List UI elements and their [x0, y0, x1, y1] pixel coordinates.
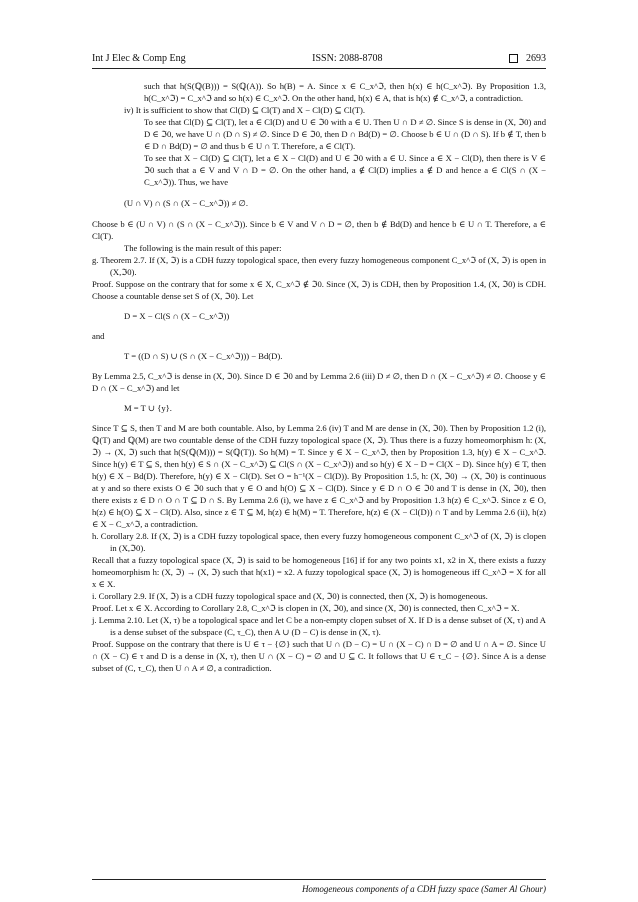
square-icon — [509, 54, 518, 63]
running-header — [92, 51, 546, 65]
equation: D = X − Cl(S ∩ (X − C_x^ℑ)) — [124, 311, 230, 321]
proof-paragraph: Proof. Suppose on the contrary that for some x ∈ X, C_x^ℑ ∉ ℑ0. Since (X, ℑ) is CDH, then by Proposition 1.4, (X, ℑ0) is CDH. Choose a countable dense set S of (X, ℑ0). Let — [92, 279, 546, 301]
paragraph: Choose b ∈ (U ∩ V) ∩ (S ∩ (X − C_x^ℑ)). Since b ∈ V and V ∩ D = ∅, then b ∉ Bd(D) and hence b ∈ U ∩ T. Therefore, a ∈ Cl(T). — [92, 219, 546, 241]
journal-name: Int J Elec & Comp Eng — [92, 52, 186, 64]
running-footer: Homogeneous components of a CDH fuzzy space (Samer Al Ghour) — [301, 884, 546, 894]
corollary-2-8: h. Corollary 2.8. If (X, ℑ) is a CDH fuzzy topological space, then every fuzzy homogeneous component C_x^ℑ of (X, ℑ) is clopen in (X,ℑ0). — [92, 531, 546, 553]
paragraph: and — [92, 331, 105, 341]
theorem-2-7: g. Theorem 2.7. If (X, ℑ) is a CDH fuzzy topological space, then every fuzzy homogeneous component C_x^ℑ of (X, ℑ) is open in (X,ℑ0). — [92, 255, 546, 277]
lemma-2-10: j. Lemma 2.10. Let (X, τ) be a topological space and let C be a non-empty clopen subset of X. If D is a dense subset of (X, τ) and A is a dense subset of the subspace (C, τ_C), then A ∪ (D − C) is dense in (X, τ). — [92, 615, 546, 637]
equation: T = ((D ∩ S) ∪ (S ∩ (X − C_x^ℑ))) − Bd(D). — [124, 351, 283, 361]
corollary-2-9: i. Corollary 2.9. If (X, ℑ) is a CDH fuzzy topological space and (X, ℑ0) is connected, then (X, ℑ) is homogeneous. — [92, 591, 488, 601]
equation: (U ∩ V) ∩ (S ∩ (X − C_x^ℑ)) ≠ ∅. — [124, 198, 249, 208]
list-item-iv: iv) It is sufficient to show that Cl(D) ⊆ Cl(T) and X − Cl(D) ⊆ Cl(T). — [124, 105, 366, 115]
page-number: 2693 — [526, 52, 546, 64]
proof-paragraph: Proof. Suppose on the contrary that there is U ∈ τ − {∅} such that U ∩ (D − C) = U ∩ (X − C) ∩ D = ∅ and U ∩ A = ∅. Since U ∩ (X − C) ∈ τ and D is a dense in (X, τ), then U ∩ (X − C) = ∅ and U ⊆ C. It follows that U ∈ τ_C − {∅}. Since A is a dense subset of (C, τ_C), then U ∩ A ≠ ∅, a contradiction. — [92, 639, 546, 673]
paragraph: such that h(S(ℚ(B))) = S(ℚ(A)). So h(B) = A. Since x ∈ C_x^ℑ, then h(x) ∈ h(C_x^ℑ). By Proposition 1.3, h(C_x^ℑ) = C_x^ℑ and so h(x) ∈ C_x^ℑ. On the other hand, h(x) ∈ A, that is h(x) ∉ C_x^ℑ, a contradiction. — [144, 81, 546, 103]
footer-rule — [92, 879, 546, 880]
paragraph: Recall that a fuzzy topological space (X, ℑ) is said to be homogeneous [16] if for any two points x1, x2 in X, there exists a fuzzy homeomorphism h: (X, ℑ) → (X, ℑ) such that h(x1) = x2. A fuzzy topological space (X, ℑ) is homogeneous iff C_x^ℑ = X for all x ∈ X. — [92, 555, 546, 589]
equation: M = T ∪ {y}. — [124, 403, 172, 413]
header-rule — [92, 68, 546, 69]
proof-paragraph: Proof. Let x ∈ X. According to Corollary 2.8, C_x^ℑ is clopen in (X, ℑ0), and since (X, ℑ0) is connected, then C_x^ℑ = X. — [92, 603, 520, 613]
header-right — [509, 53, 546, 64]
paragraph: By Lemma 2.5, C_x^ℑ is dense in (X, ℑ0). Since D ∈ ℑ0 and by Lemma 2.6 (iii) D ≠ ∅, then D ∩ (X − C_x^ℑ) ≠ ∅. Choose y ∈ D ∩ (X − C_x^ℑ) and let — [92, 371, 546, 393]
paragraph: The following is the main result of this paper: — [124, 243, 282, 253]
issn: ISSN: 2088-8708 — [312, 52, 383, 64]
main-text — [92, 80, 546, 674]
paragraph: Since T ⊆ S, then T and M are both countable. Also, by Lemma 2.6 (iv) T and M are dense in (X, ℑ0). Then by Proposition 1.2 (i), ℚ(T) and ℚ(M) are two countable dense of the CDH fuzzy topological space (X, ℑ). Thus there is a fuzzy homeomorphism h: (X, ℑ) → (X, ℑ) such that h(S(ℚ(M))) = S(ℚ(T)). So h(M) = T. Since y ∈ X − C_x^ℑ, then by Proposition 1.3, h(y) ∈ X − C_x^ℑ. Since h(y) ∈ T ⊆ S, then h(y) ∈ S ∩ (X − C_x^ℑ) ⊆ Cl(S ∩ (X − C_x^ℑ)) and so h(y) ∈ X − D = Cl(X − D). Since h(y) ∈ T, then h(y) ∈ X − Bd(D). Therefore, h(y) ∈ X − Cl(D). Set O = h⁻¹(X − Cl(D)). By Proposition 1.5, h: (X, ℑ0) → (X, ℑ0) is continuous at y and so there exists O ∈ ℑ0 such that y ∈ O and h(O) ⊆ X − Cl(D). Since y ∈ D ∩ O ∈ ℑ0 and T is dense in (X, ℑ0), then there exists z ∈ D ∩ O ∩ T ⊆ D ∩ S. By Lemma 2.6 (i), we have z ∈ C_x^ℑ and by Proposition 1.3 h(z) ∈ C_x^ℑ. Since z ∈ O, h(z) ∈ h(O) ⊆ X − Cl(D). Also, since z ∈ T ⊆ M, h(z) ∈ h(M) = T. Therefore, h(z) ∈ (X − Cl(D)) ∩ T and by Lemma 2.6 (ii), h(z) ∈ X − C_x^ℑ, a contradiction. — [92, 423, 546, 529]
paragraph: To see that X − Cl(D) ⊆ Cl(T), let a ∈ X − Cl(D) and U ∈ ℑ0 with a ∈ U. Since a ∈ X − Cl(D), then there is V ∈ ℑ0 such that a ∈ V and V ∩ D = ∅. On the other hand, a ∉ Cl(D) implies a ∉ D and hence a ∈ Cl(S ∩ (X − C_x^ℑ)). Thus, we have — [144, 153, 546, 187]
paragraph: To see that Cl(D) ⊆ Cl(T), let a ∈ Cl(D) and U ∈ ℑ0 with a ∈ U. Then U ∩ D ≠ ∅. Since S is dense in (X, ℑ0) and D ∈ ℑ0, we have U ∩ (D ∩ S) ≠ ∅. Since D ∈ ℑ0, then D ∩ Bd(D) = ∅. Choose b ∈ U ∩ (D ∩ S). If b ∉ T, then b ∈ D ∩ Bd(D) = ∅ and thus b ∈ U ∩ T. Therefore, a ∈ Cl(T). — [144, 117, 546, 151]
